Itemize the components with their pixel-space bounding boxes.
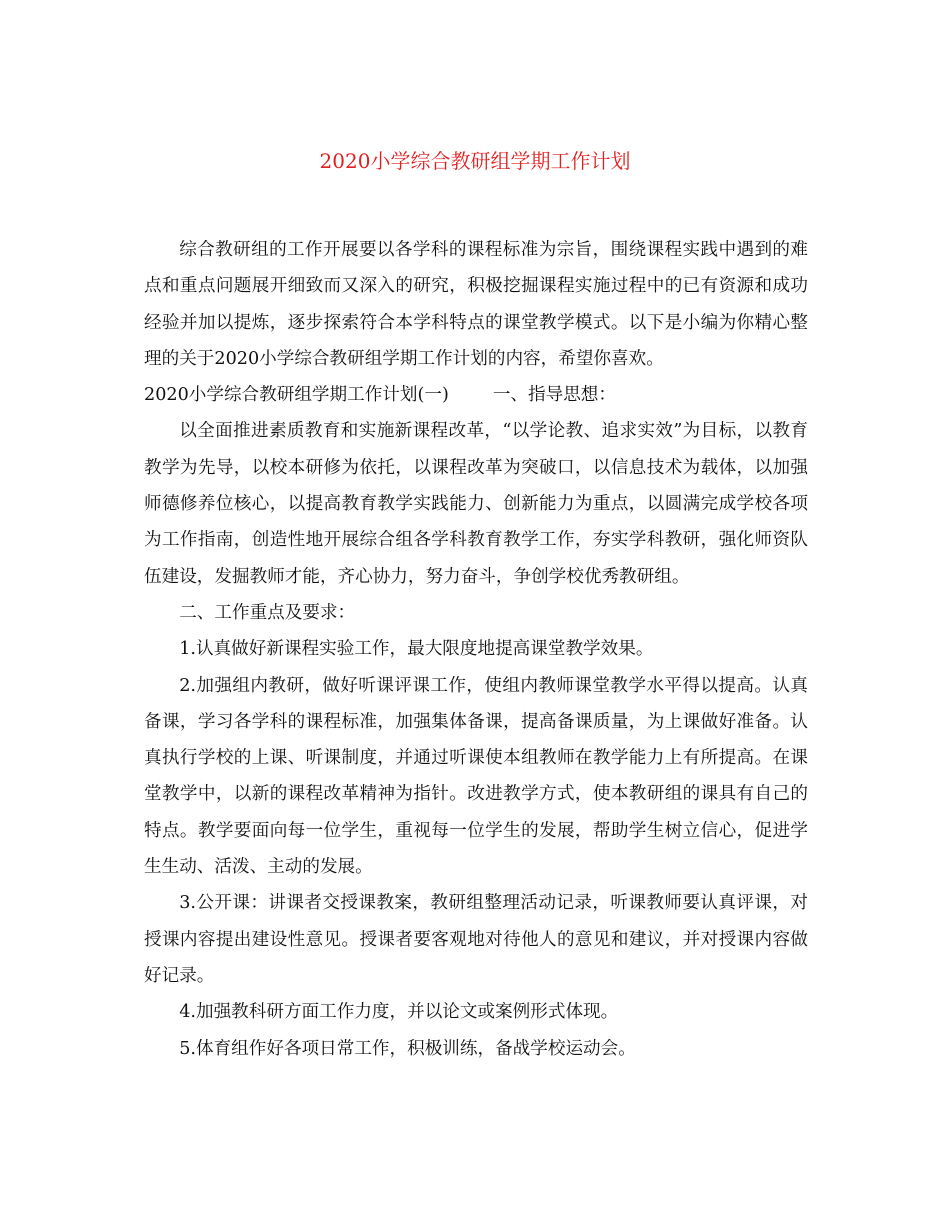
list-item: 3.公开课：讲课者交授课教案，教研组整理活动记录，听课教师要认真评课，对授课内容提出建设性意见。授课者要客观地对待他人的意见和建议，并对授课内容做好记录。 — [144, 893, 808, 986]
section-heading-guiding-ideology: 一、指导思想： — [492, 385, 616, 406]
plan-subheading: 2020小学综合教研组学期工作计划(一) — [144, 385, 449, 406]
list-item: 1.认真做好新课程实验工作，最大限度地提高课堂教学效果。 — [179, 639, 654, 660]
document-title: 2020小学综合教研组学期工作计划 — [319, 149, 631, 173]
intro-text: 综合教研组的工作开展要以各学科的课程标准为宗旨，围绕课程实践中遇到的难点和重点问题展开细致而又深入的研究，积极挖掘课程实施过程中的已有资源和成功经验并加以提炼，逐步探索符合本学科特点的课堂教学模式。以下是小编为你精心整理的关于2020小学综合教研组学期工作计划的内容，希望你喜欢。 — [144, 240, 808, 369]
list-item: 2.加强组内教研，做好听课评课工作，使组内教师课堂教学水平得以提高。认真备课，学习各学科的课程标准，加强集体备课，提高备课质量，为上课做好准备。认真执行学校的上课、听课制度，并通过听课使本组教师在教学能力上有所提高。在课堂教学中，以新的课程改革精神为指针。改进教学方式，使本教研组的课具有自己的特点。教学要面向每一位学生，重视每一位学生的发展，帮助学生树立信心，促进学生生动、活泼、主动的发展。 — [144, 675, 808, 878]
section-heading-key-tasks: 二、工作重点及要求： — [179, 602, 356, 623]
subheading-line — [144, 377, 808, 413]
intro-paragraph — [144, 232, 808, 377]
document-body — [144, 232, 808, 1067]
guiding-ideology-paragraph: 以全面推进素质教育和实施新课程改革，“以学论教、追求实效”为目标，以教育教学为先导，以校本研修为依托，以课程改革为突破口，以信息技术为载体，以加强师德修养位核心，以提高教育教学实践能力、创新能力为重点，以圆满完成学校各项为工作指南，创造性地开展综合组各学科教育教学工作，夯实学科教研，强化师资队伍建设，发掘教师才能，齐心协力，努力奋斗，争创学校优秀教研组。 — [144, 421, 808, 587]
list-item: 5.体育组作好各项日常工作，积极训练，备战学校运动会。 — [179, 1038, 636, 1059]
list-item: 4.加强教科研方面工作力度，并以论文或案例形式体现。 — [179, 1002, 619, 1023]
